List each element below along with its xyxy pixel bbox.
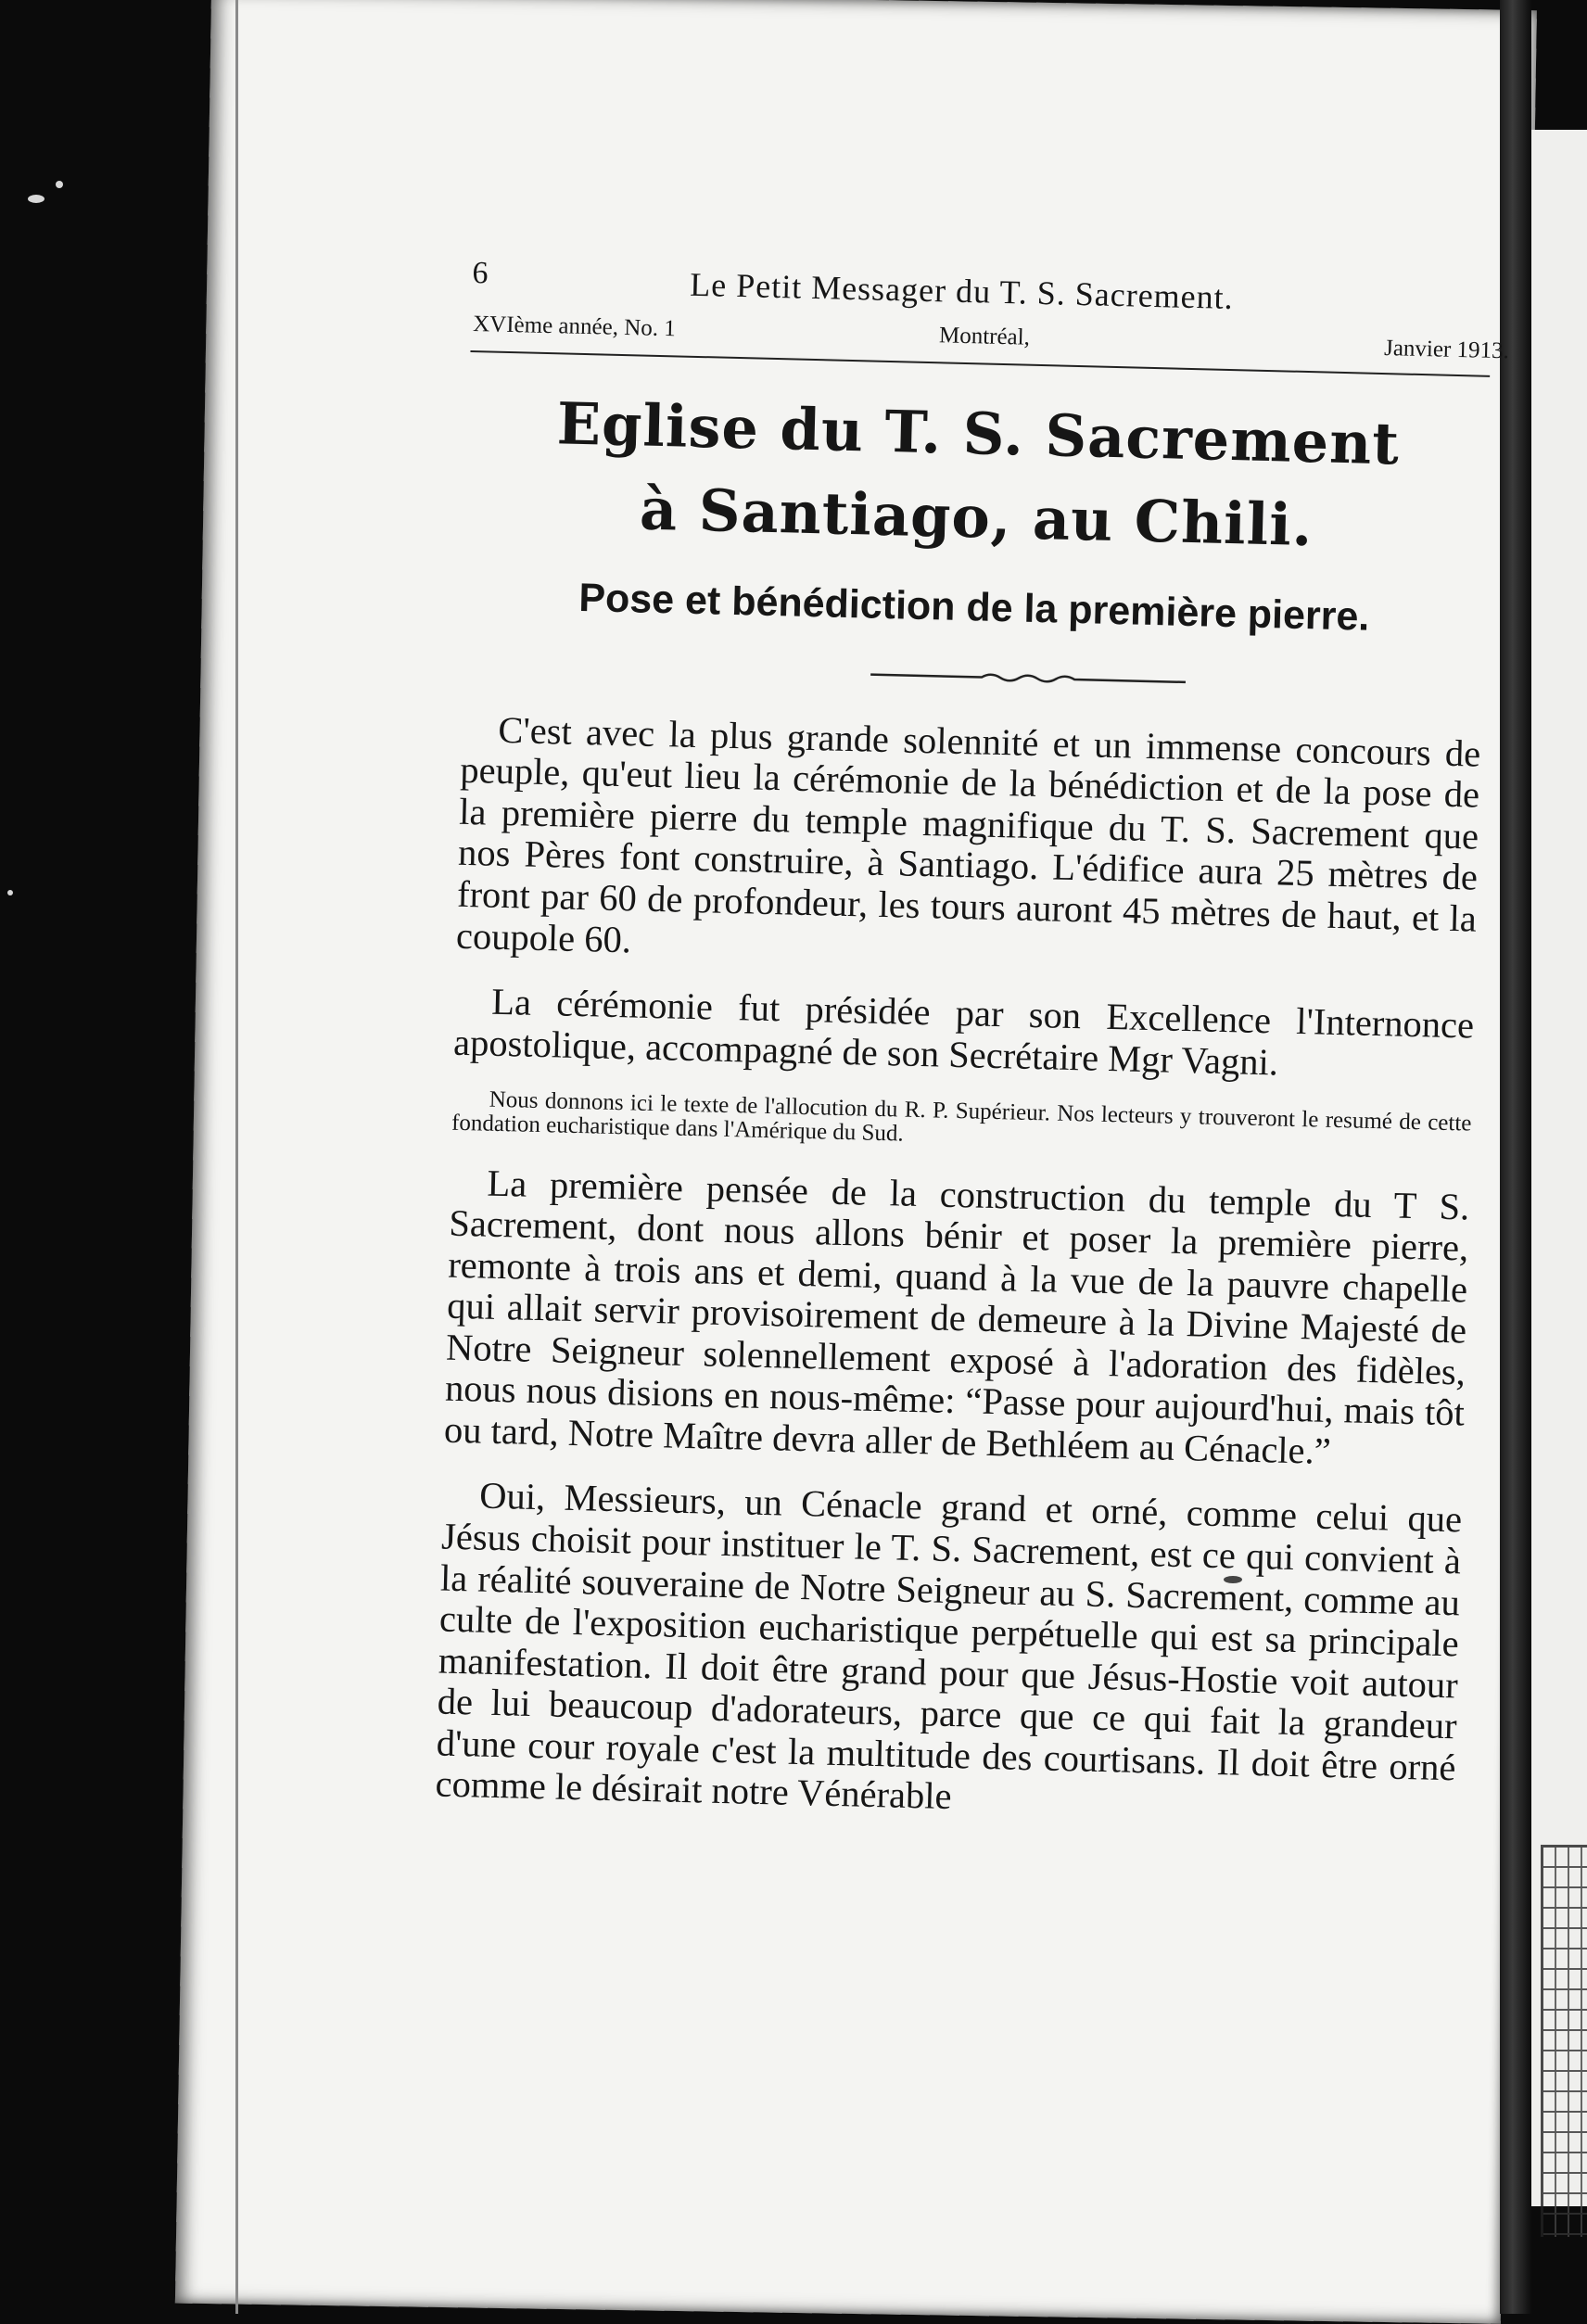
adjacent-page-illustration [1541, 1845, 1587, 2237]
paragraph: C'est avec la plus grande solennité et un immense concours de peuple, qu'eut lieu la cérémonie de la bénédiction et de la pose de la première pierre du temple magnifique du T. S. Sacrement que nos Pères font construire, à Santiago. L'édifice aura 25 mètres de front par 60 de profondeur, les tours auront 45 mètres de haut, et la coupole 60. [455, 708, 1481, 960]
article-body [435, 709, 1481, 1831]
page-content [398, 255, 1510, 1854]
page-number: 6 [472, 255, 489, 291]
dust-speck [28, 195, 44, 203]
ornament-divider [870, 668, 1186, 685]
issue-number: XVIème année, No. 1 [472, 311, 677, 342]
publication-date: Janvier 1913. [1383, 336, 1510, 364]
paragraph: Oui, Messieurs, un Cénacle grand et orné, comme celui que Jésus choisit pour instituer le T. S. Sacrement, est ce qui convient à la réalité souveraine de Notre Seigneur au S. Sacrement, comme au culte de l'exposition eucharistique perpétuelle qui est sa principale manifestation. Il doit être grand pour que Jésus-Hostie voit autour de lui beaucoup d'adorateurs, parce que ce qui fait la grandeur d'une cour royale c'est la multitude des courtisans. Il doit être orné comme le désirait notre Vénérable [435, 1475, 1463, 1818]
page-edge [235, 0, 238, 2314]
journal-title: Le Petit Messager du T. S. Sacrement. [689, 265, 1235, 317]
dust-speck [56, 181, 63, 188]
paragraph: La première pensée de la construction du temple du T S. Sacrement, dont nous allons bénir et poser la première pierre, remonte à trois ans et demi, quand à la vue de la pauvre chapelle qui allait servir provisoirement de demeure à la Divine Majesté de Notre Seigneur solennellement exposé à l'adoration des fidèles, nous nous disions en nous-même: “Passe pour aujourd'hui, mais tôt ou tard, Notre Maître devra aller de Bethléem au Cénacle.” [443, 1162, 1470, 1472]
article-title [465, 380, 1489, 572]
publication-city: Montréal, [938, 323, 1031, 350]
paragraph: La cérémonie fut présidée par son Excellence l'Internonce apostolique, accompagné de son Secrétaire Mgr Vagni. [452, 980, 1475, 1084]
editor-note: Nous donnons ici le texte de l'allocution du R. P. Supérieur. Nos lecteurs y trouveront le resumé de cette fondation eucharistique dans l'Amérique du Sud. [451, 1086, 1472, 1148]
dust-speck [7, 890, 13, 895]
article-title-line-2: à Santiago, au Chili. [639, 475, 1314, 560]
article-title-line-1: Eglise du T. S. Sacrement [556, 389, 1401, 478]
article-subtitle: Pose et bénédiction de la première pierre. [578, 575, 1370, 640]
header-rule [470, 350, 1490, 377]
